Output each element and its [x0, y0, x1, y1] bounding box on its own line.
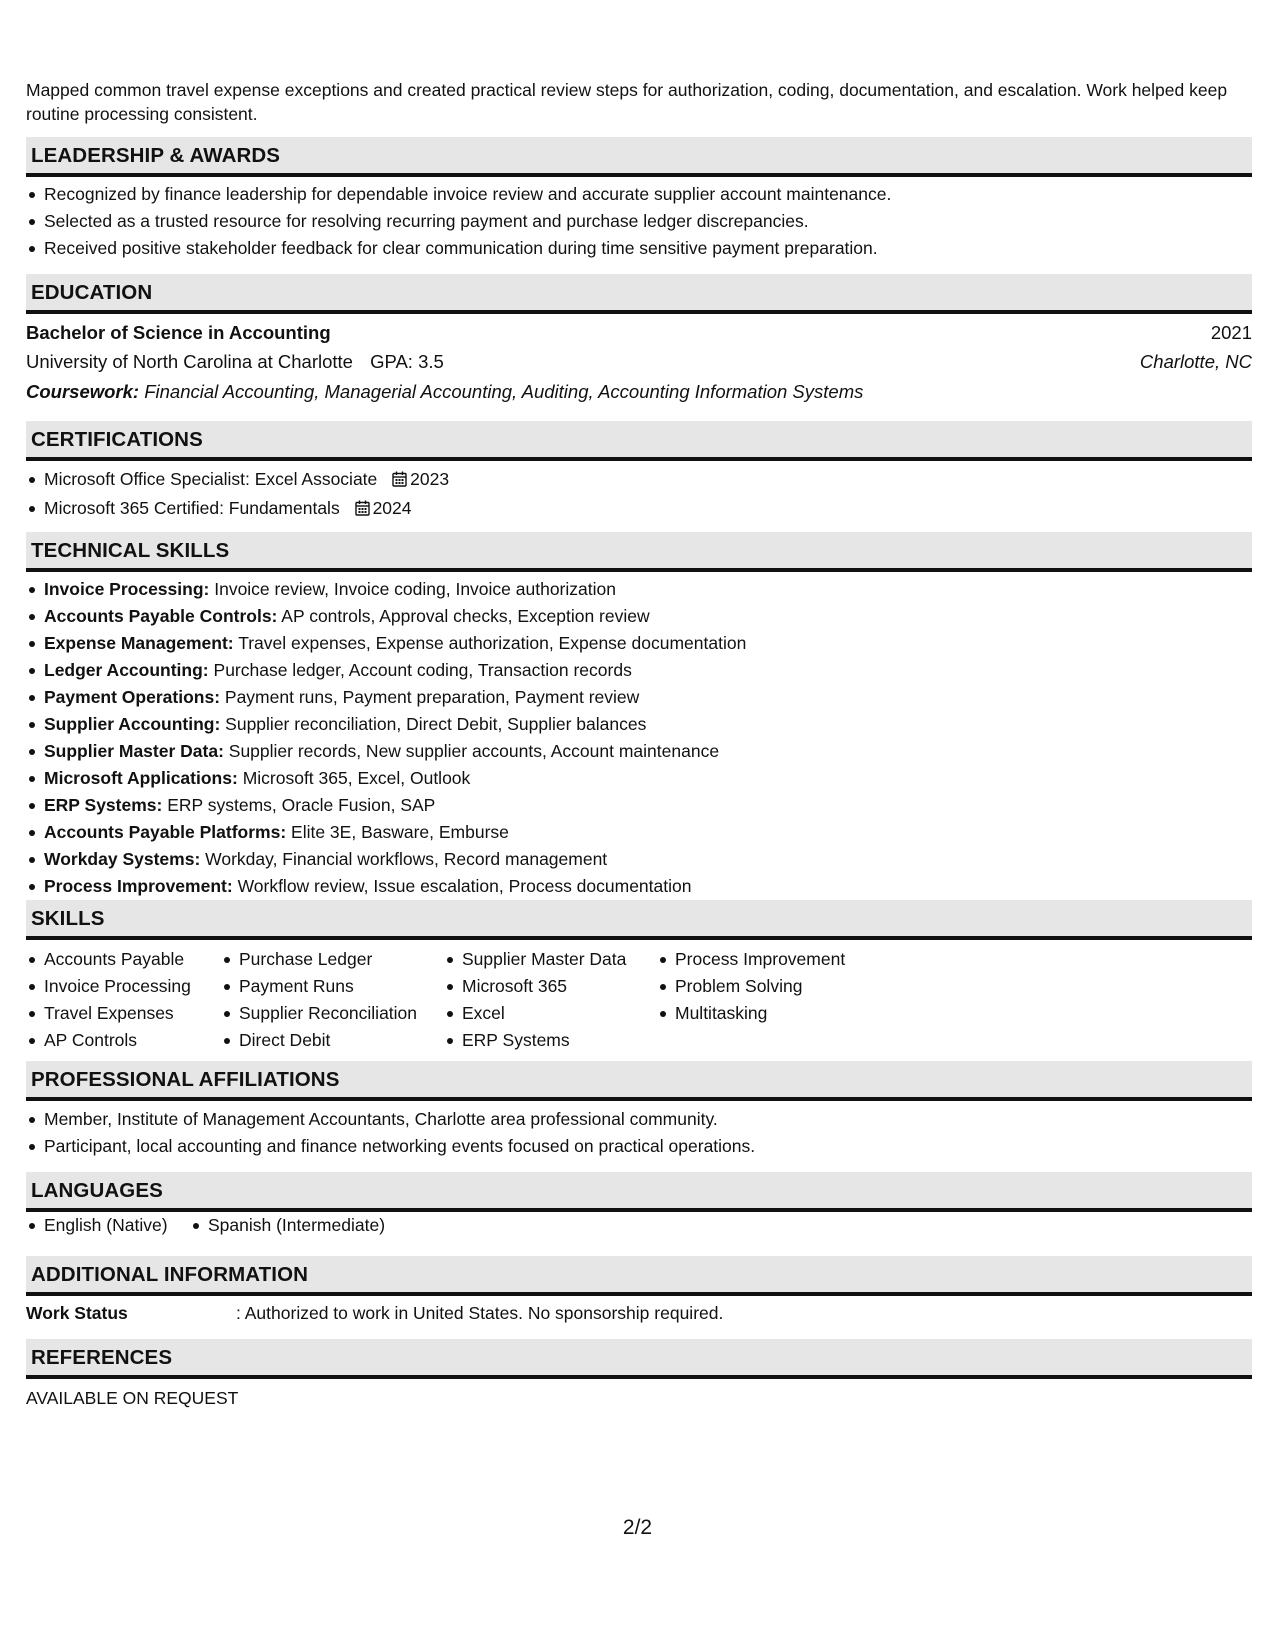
work-status-row — [26, 1299, 1252, 1327]
skill-item: Process Improvement — [657, 946, 845, 973]
work-status-label: Work Status — [26, 1303, 128, 1323]
skill-item: Problem Solving — [657, 973, 845, 1000]
skill-item: Accounts Payable — [26, 946, 191, 973]
section-certifications — [26, 421, 1252, 524]
technical-skills-list — [26, 576, 1252, 900]
graduation-year: 2021 — [1210, 322, 1252, 343]
skill-item: Supplier Master Data — [444, 946, 626, 973]
skill-item: ERP Systems — [444, 1027, 626, 1054]
section-languages — [26, 1172, 1252, 1239]
skill-values: Invoice review, Invoice coding, Invoice authorization — [214, 579, 616, 599]
certification-name: Microsoft 365 Certified: Fundamentals — [44, 498, 340, 518]
skill-category: ERP Systems: — [44, 795, 163, 815]
skill-item: Payment Runs — [221, 973, 417, 1000]
list-item: Participant, local accounting and finance networking events focused on practical operations. — [26, 1133, 1252, 1160]
gpa: GPA: 3.5 — [370, 351, 444, 372]
skill-values: Workday, Financial workflows, Record management — [205, 849, 608, 869]
section-technical-skills — [26, 532, 1252, 900]
skills-grid — [26, 940, 1252, 1048]
skill-values: Purchase ledger, Account coding, Transaction records — [213, 660, 632, 680]
skill-category: Process Improvement: — [44, 876, 233, 896]
skill-values: Microsoft 365, Excel, Outlook — [242, 768, 471, 788]
skill-values: Workflow review, Issue escalation, Process documentation — [237, 876, 692, 896]
education-school-row — [26, 347, 1252, 376]
section-heading: PROFESSIONAL AFFILIATIONS — [26, 1061, 1252, 1101]
coursework-list: Financial Accounting, Managerial Accounting, Auditing, Accounting Information Systems — [144, 381, 864, 402]
skill-item: AP Controls — [26, 1027, 191, 1054]
language-item: English (Native) — [26, 1212, 168, 1239]
technical-skill-item — [26, 873, 1252, 900]
skill-item: Excel — [444, 1000, 626, 1027]
skills-column — [657, 946, 845, 1027]
section-heading: EDUCATION — [26, 274, 1252, 314]
calendar-icon — [392, 468, 407, 495]
skill-category: Workday Systems: — [44, 849, 201, 869]
list-item: Selected as a trusted resource for resolving recurring payment and purchase ledger discrepancies. — [26, 208, 1252, 235]
certification-name: Microsoft Office Specialist: Excel Associate — [44, 469, 378, 489]
skills-column — [26, 946, 191, 1054]
skill-values: Travel expenses, Expense authorization, Expense documentation — [238, 633, 747, 653]
section-skills — [26, 900, 1252, 1048]
school-name: University of North Carolina at Charlotte — [26, 351, 353, 372]
section-heading: TECHNICAL SKILLS — [26, 532, 1252, 572]
section-additional-information — [26, 1256, 1252, 1327]
skill-values: Payment runs, Payment preparation, Payment review — [224, 687, 640, 707]
skill-values: AP controls, Approval checks, Exception review — [281, 606, 650, 626]
certification-item — [26, 466, 1252, 495]
skill-category: Supplier Master Data: — [44, 741, 224, 761]
section-heading: ADDITIONAL INFORMATION — [26, 1256, 1252, 1296]
certification-item — [26, 495, 1252, 524]
skill-category: Accounts Payable Controls: — [44, 606, 278, 626]
section-heading: REFERENCES — [26, 1339, 1252, 1379]
education-degree-row — [26, 318, 1252, 347]
skill-category: Payment Operations: — [44, 687, 221, 707]
skill-category: Invoice Processing: — [44, 579, 210, 599]
section-leadership-awards — [26, 137, 1252, 262]
list-item: Member, Institute of Management Accountants, Charlotte area professional community. — [26, 1106, 1252, 1133]
skill-category: Microsoft Applications: — [44, 768, 238, 788]
affiliations-list — [26, 1106, 1252, 1160]
coursework-label: Coursework: — [26, 381, 140, 402]
technical-skill-item — [26, 819, 1252, 846]
skill-item: Microsoft 365 — [444, 973, 626, 1000]
section-education — [26, 274, 1252, 406]
work-status-value: : Authorized to work in United States. No sponsorship required. — [236, 1303, 724, 1323]
leadership-list — [26, 181, 1252, 262]
project-description: Mapped common travel expense exceptions and created practical review steps for authorization, coding, documentation, and escalation. Work helped keep routine processing consistent. — [26, 80, 1228, 124]
skills-column — [444, 946, 626, 1054]
section-references — [26, 1339, 1252, 1412]
technical-skill-item — [26, 603, 1252, 630]
skill-item: Direct Debit — [221, 1027, 417, 1054]
skill-category: Ledger Accounting: — [44, 660, 209, 680]
technical-skill-item — [26, 711, 1252, 738]
certification-year: 2023 — [410, 469, 450, 489]
list-item: Received positive stakeholder feedback for clear communication during time sensitive payment preparation. — [26, 235, 1252, 262]
page-number: 2/2 — [622, 1516, 653, 1539]
section-professional-affiliations — [26, 1061, 1252, 1160]
technical-skill-item — [26, 630, 1252, 657]
technical-skill-item — [26, 576, 1252, 603]
skill-values: Elite 3E, Basware, Emburse — [291, 822, 509, 842]
technical-skill-item — [26, 657, 1252, 684]
skill-item: Purchase Ledger — [221, 946, 417, 973]
certifications-list — [26, 466, 1252, 524]
education-coursework-row — [26, 377, 1252, 406]
skill-item: Travel Expenses — [26, 1000, 191, 1027]
skill-values: ERP systems, Oracle Fusion, SAP — [167, 795, 436, 815]
skills-column — [221, 946, 417, 1054]
calendar-icon — [355, 497, 370, 524]
section-heading: SKILLS — [26, 900, 1252, 940]
technical-skill-item — [26, 846, 1252, 873]
school-location: Charlotte, NC — [1139, 351, 1252, 372]
languages-list — [26, 1212, 1252, 1239]
section-heading: LEADERSHIP & AWARDS — [26, 137, 1252, 177]
certification-year: 2024 — [372, 498, 412, 518]
skill-item: Multitasking — [657, 1000, 845, 1027]
section-heading: CERTIFICATIONS — [26, 421, 1252, 461]
section-heading: LANGUAGES — [26, 1172, 1252, 1212]
technical-skill-item — [26, 792, 1252, 819]
degree-title: Bachelor of Science in Accounting — [26, 322, 331, 343]
skill-item: Supplier Reconciliation — [221, 1000, 417, 1027]
technical-skill-item — [26, 738, 1252, 765]
skill-category: Supplier Accounting: — [44, 714, 221, 734]
skill-values: Supplier reconciliation, Direct Debit, Supplier balances — [225, 714, 647, 734]
technical-skill-item — [26, 765, 1252, 792]
skill-category: Expense Management: — [44, 633, 234, 653]
skill-item: Invoice Processing — [26, 973, 191, 1000]
skill-values: Supplier records, New supplier accounts, Account maintenance — [228, 741, 720, 761]
skill-category: Accounts Payable Platforms: — [44, 822, 287, 842]
references-text: AVAILABLE ON REQUEST — [26, 1388, 239, 1408]
technical-skill-item — [26, 684, 1252, 711]
list-item: Recognized by finance leadership for dependable invoice review and accurate supplier account maintenance. — [26, 181, 1252, 208]
language-item: Spanish (Intermediate) — [190, 1212, 385, 1239]
